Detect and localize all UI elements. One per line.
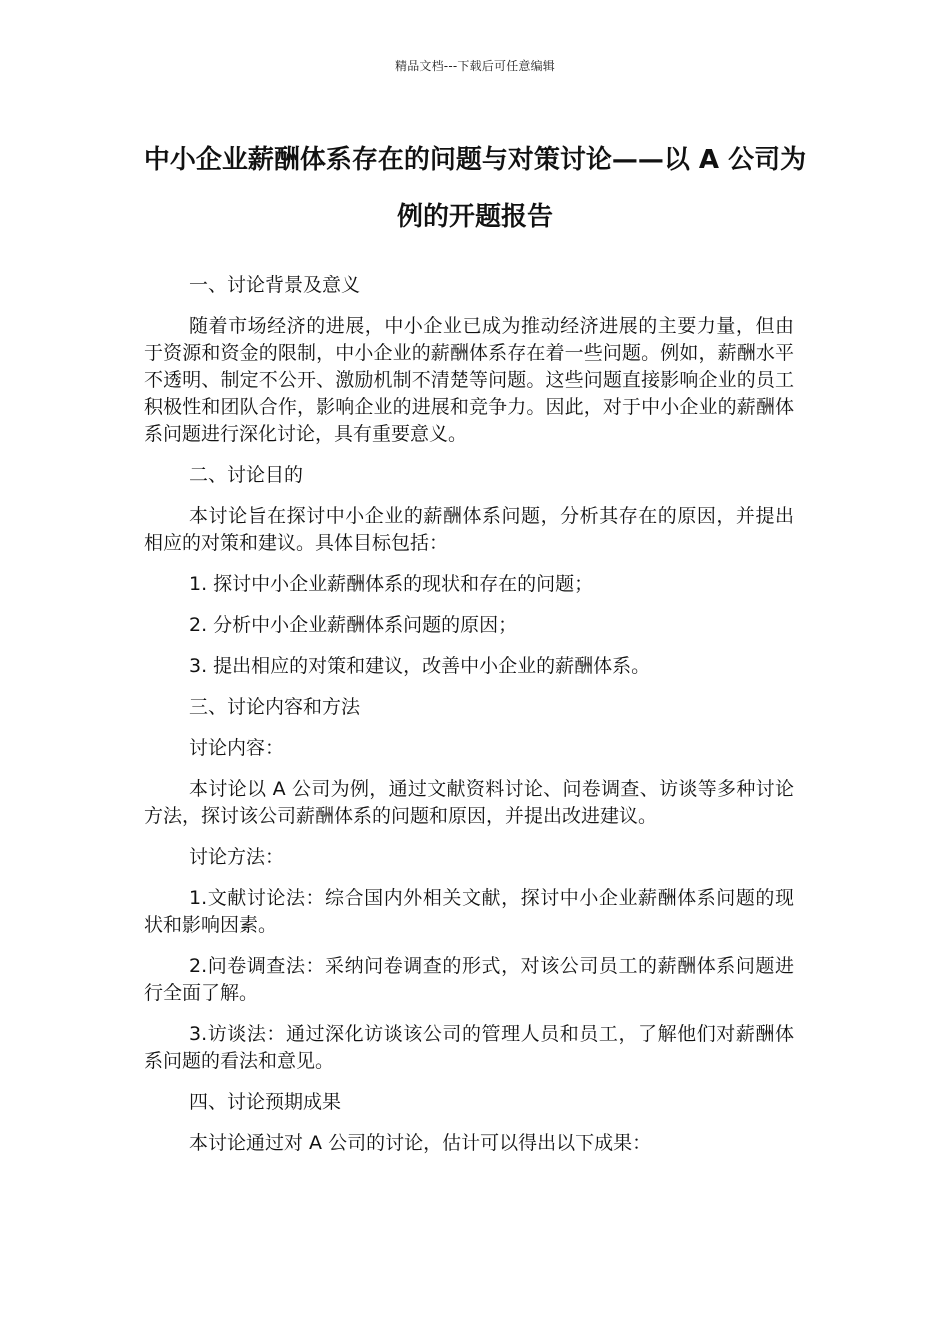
section-heading-background: 一、讨论背景及意义 (189, 274, 361, 296)
list-item-goal-1: 1. 探讨中小企业薪酬体系的现状和存在的问题； (189, 573, 594, 595)
subheading-method: 讨论方法： (189, 846, 285, 868)
section-heading-purpose: 二、讨论目的 (189, 464, 304, 486)
list-item-method-3: 3.访谈法：通过深化访谈该公司的管理人员和员工，了解他们对薪酬体系问题的看法和意见。 (144, 1023, 794, 1072)
document-title: 中小企业薪酬体系存在的问题与对策讨论——以 A 公司为例的开题报告 (143, 145, 807, 232)
paragraph-purpose: 本讨论旨在探讨中小企业的薪酬体系问题，分析其存在的原因，并提出相应的对策和建议。具体目标包括： (144, 505, 794, 554)
list-item-method-1: 1.文献讨论法：综合国内外相关文献，探讨中小企业薪酬体系问题的现状和影响因素。 (144, 887, 794, 936)
page-header: 精品文档---下载后可任意编辑 (395, 59, 555, 73)
list-item-method-2: 2.问卷调查法：采纳问卷调查的形式，对该公司员工的薪酬体系问题进行全面了解。 (144, 955, 794, 1004)
paragraph-outcomes: 本讨论通过对 A 公司的讨论，估计可以得出以下成果： (189, 1132, 652, 1154)
section-heading-outcomes: 四、讨论预期成果 (189, 1091, 342, 1113)
paragraph-background: 随着市场经济的进展，中小企业已成为推动经济进展的主要力量，但由于资源和资金的限制，中小企业的薪酬体系存在着一些问题。例如，薪酬水平不透明、制定不公开、激励机制不清楚等问题。这些问题直接影响企业的员工积极性和团队合作，影响企业的进展和竞争力。因此，对于中小企业的薪酬体系问题进行深化讨论，具有重要意义。 (144, 315, 794, 445)
section-heading-content-method: 三、讨论内容和方法 (189, 696, 361, 718)
list-item-goal-2: 2. 分析中小企业薪酬体系问题的原因； (189, 614, 518, 636)
subheading-content: 讨论内容： (189, 737, 285, 759)
paragraph-content: 本讨论以 A 公司为例，通过文献资料讨论、问卷调查、访谈等多种讨论方法，探讨该公司薪酬体系的问题和原因，并提出改进建议。 (144, 778, 794, 827)
document-body (144, 272, 794, 1171)
list-item-goal-3: 3. 提出相应的对策和建议，改善中小企业的薪酬体系。 (189, 655, 651, 677)
